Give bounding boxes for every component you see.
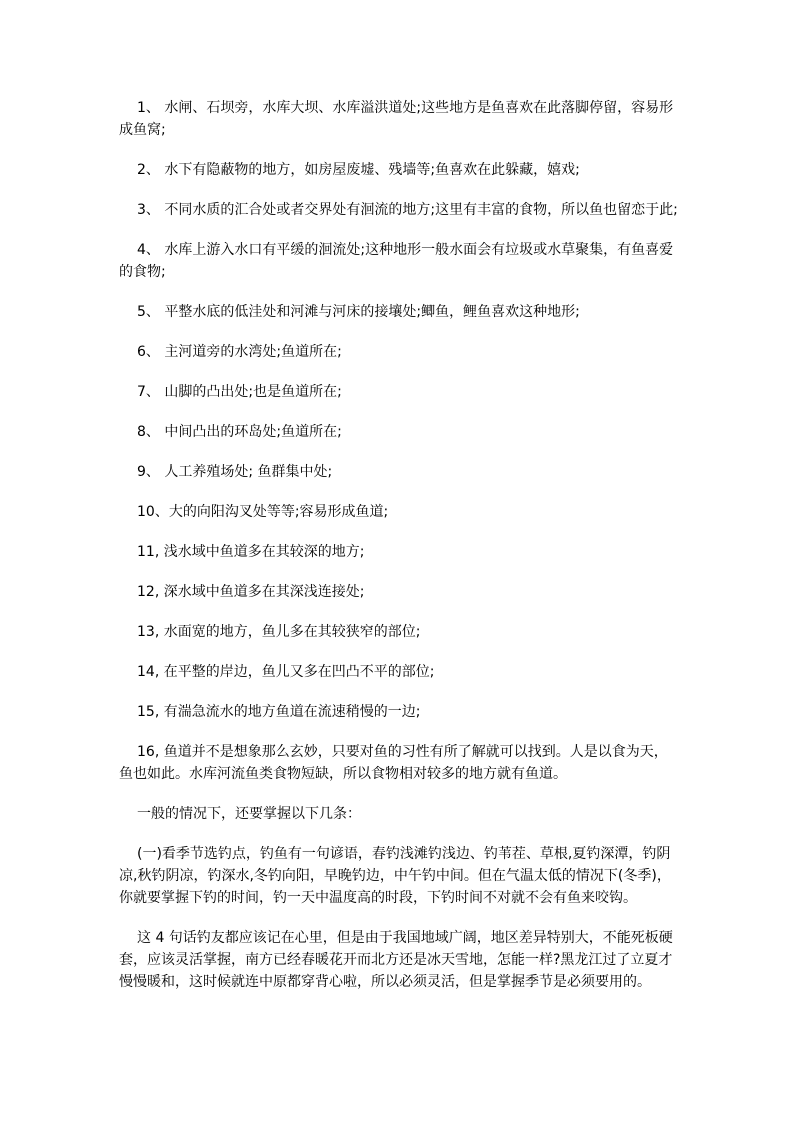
paragraph-general: 一般的情况下，还要掌握以下几条： (137, 806, 361, 822)
paragraph-10: 10、大的向阳沟叉处等等;容易形成鱼道; (137, 504, 389, 520)
paragraph-14: 14, 在平整的岸边，鱼儿又多在凹凸不平的部位; (137, 664, 435, 680)
paragraph-2: 2、 水下有隐蔽物的地方，如房屋废墟、残墙等;鱼喜欢在此躲藏，嬉戏; (137, 162, 580, 178)
paragraph-13: 13, 水面宽的地方，鱼儿多在其较狭窄的部位; (137, 624, 421, 640)
paragraph-16: 16, 鱼道并不是想象那么玄妙，只要对鱼的习性有所了解就可以找到。人是以食为天，鱼也如此。水库河流鱼类食物短缺，所以食物相对较多的地方就有鱼道。 (119, 744, 668, 782)
paragraph-11: 11, 浅水域中鱼道多在其较深的地方; (137, 544, 365, 560)
paragraph-8: 8、 中间凸出的环岛处;鱼道所在; (137, 424, 342, 440)
paragraph-6: 6、 主河道旁的水湾处;鱼道所在; (137, 344, 342, 360)
paragraph-season: (一)看季节选钓点，钓鱼有一句谚语，春钓浅滩钓浅边、钓苇茬、草根,夏钓深潭，钓阴凉,秋钓阴凉，钓深水,冬钓向阳，早晚钓边，中午钓中间。但在气温太低的情况下(冬季)，你就要掌握下钓的时间，钓一天中温度高的时段，下钓时间不对就不会有鱼来咬钩。 (119, 846, 671, 906)
paragraph-15: 15, 有湍急流水的地方鱼道在流速稍慢的一边; (137, 704, 421, 720)
paragraph-1: 1、 水闸、石坝旁，水库大坝、水库溢洪道处;这些地方是鱼喜欢在此落脚停留，容易形成鱼窝; (119, 100, 674, 138)
paragraph-12: 12, 深水域中鱼道多在其深浅连接处; (137, 584, 365, 600)
paragraph-3: 3、 不同水质的汇合处或者交界处有洄流的地方;这里有丰富的食物，所以鱼也留恋于此; (137, 202, 678, 218)
paragraph-5: 5、 平整水底的低洼处和河滩与河床的接壤处;鲫鱼，鲤鱼喜欢这种地形; (137, 304, 580, 320)
paragraph-7: 7、 山脚的凸出处;也是鱼道所在; (137, 384, 342, 400)
paragraph-9: 9、 人工养殖场处; 鱼群集中处; (137, 464, 333, 480)
document-body (119, 97, 679, 1011)
paragraph-remember: 这 4 句话钓友都应该记在心里，但是由于我国地域广阔，地区差异特别大，不能死板硬套，应该灵活掌握，南方已经春暖花开而北方还是冰天雪地，怎能一样?黑龙江过了立夏才慢慢暖和，这时候就连中原都穿背心啦，所以必须灵活，但是掌握季节是必须要用的。 (119, 930, 673, 990)
paragraph-4: 4、 水库上游入水口有平缓的洄流处;这种地形一般水面会有垃圾或水草聚集，有鱼喜爱的食物; (119, 242, 674, 280)
